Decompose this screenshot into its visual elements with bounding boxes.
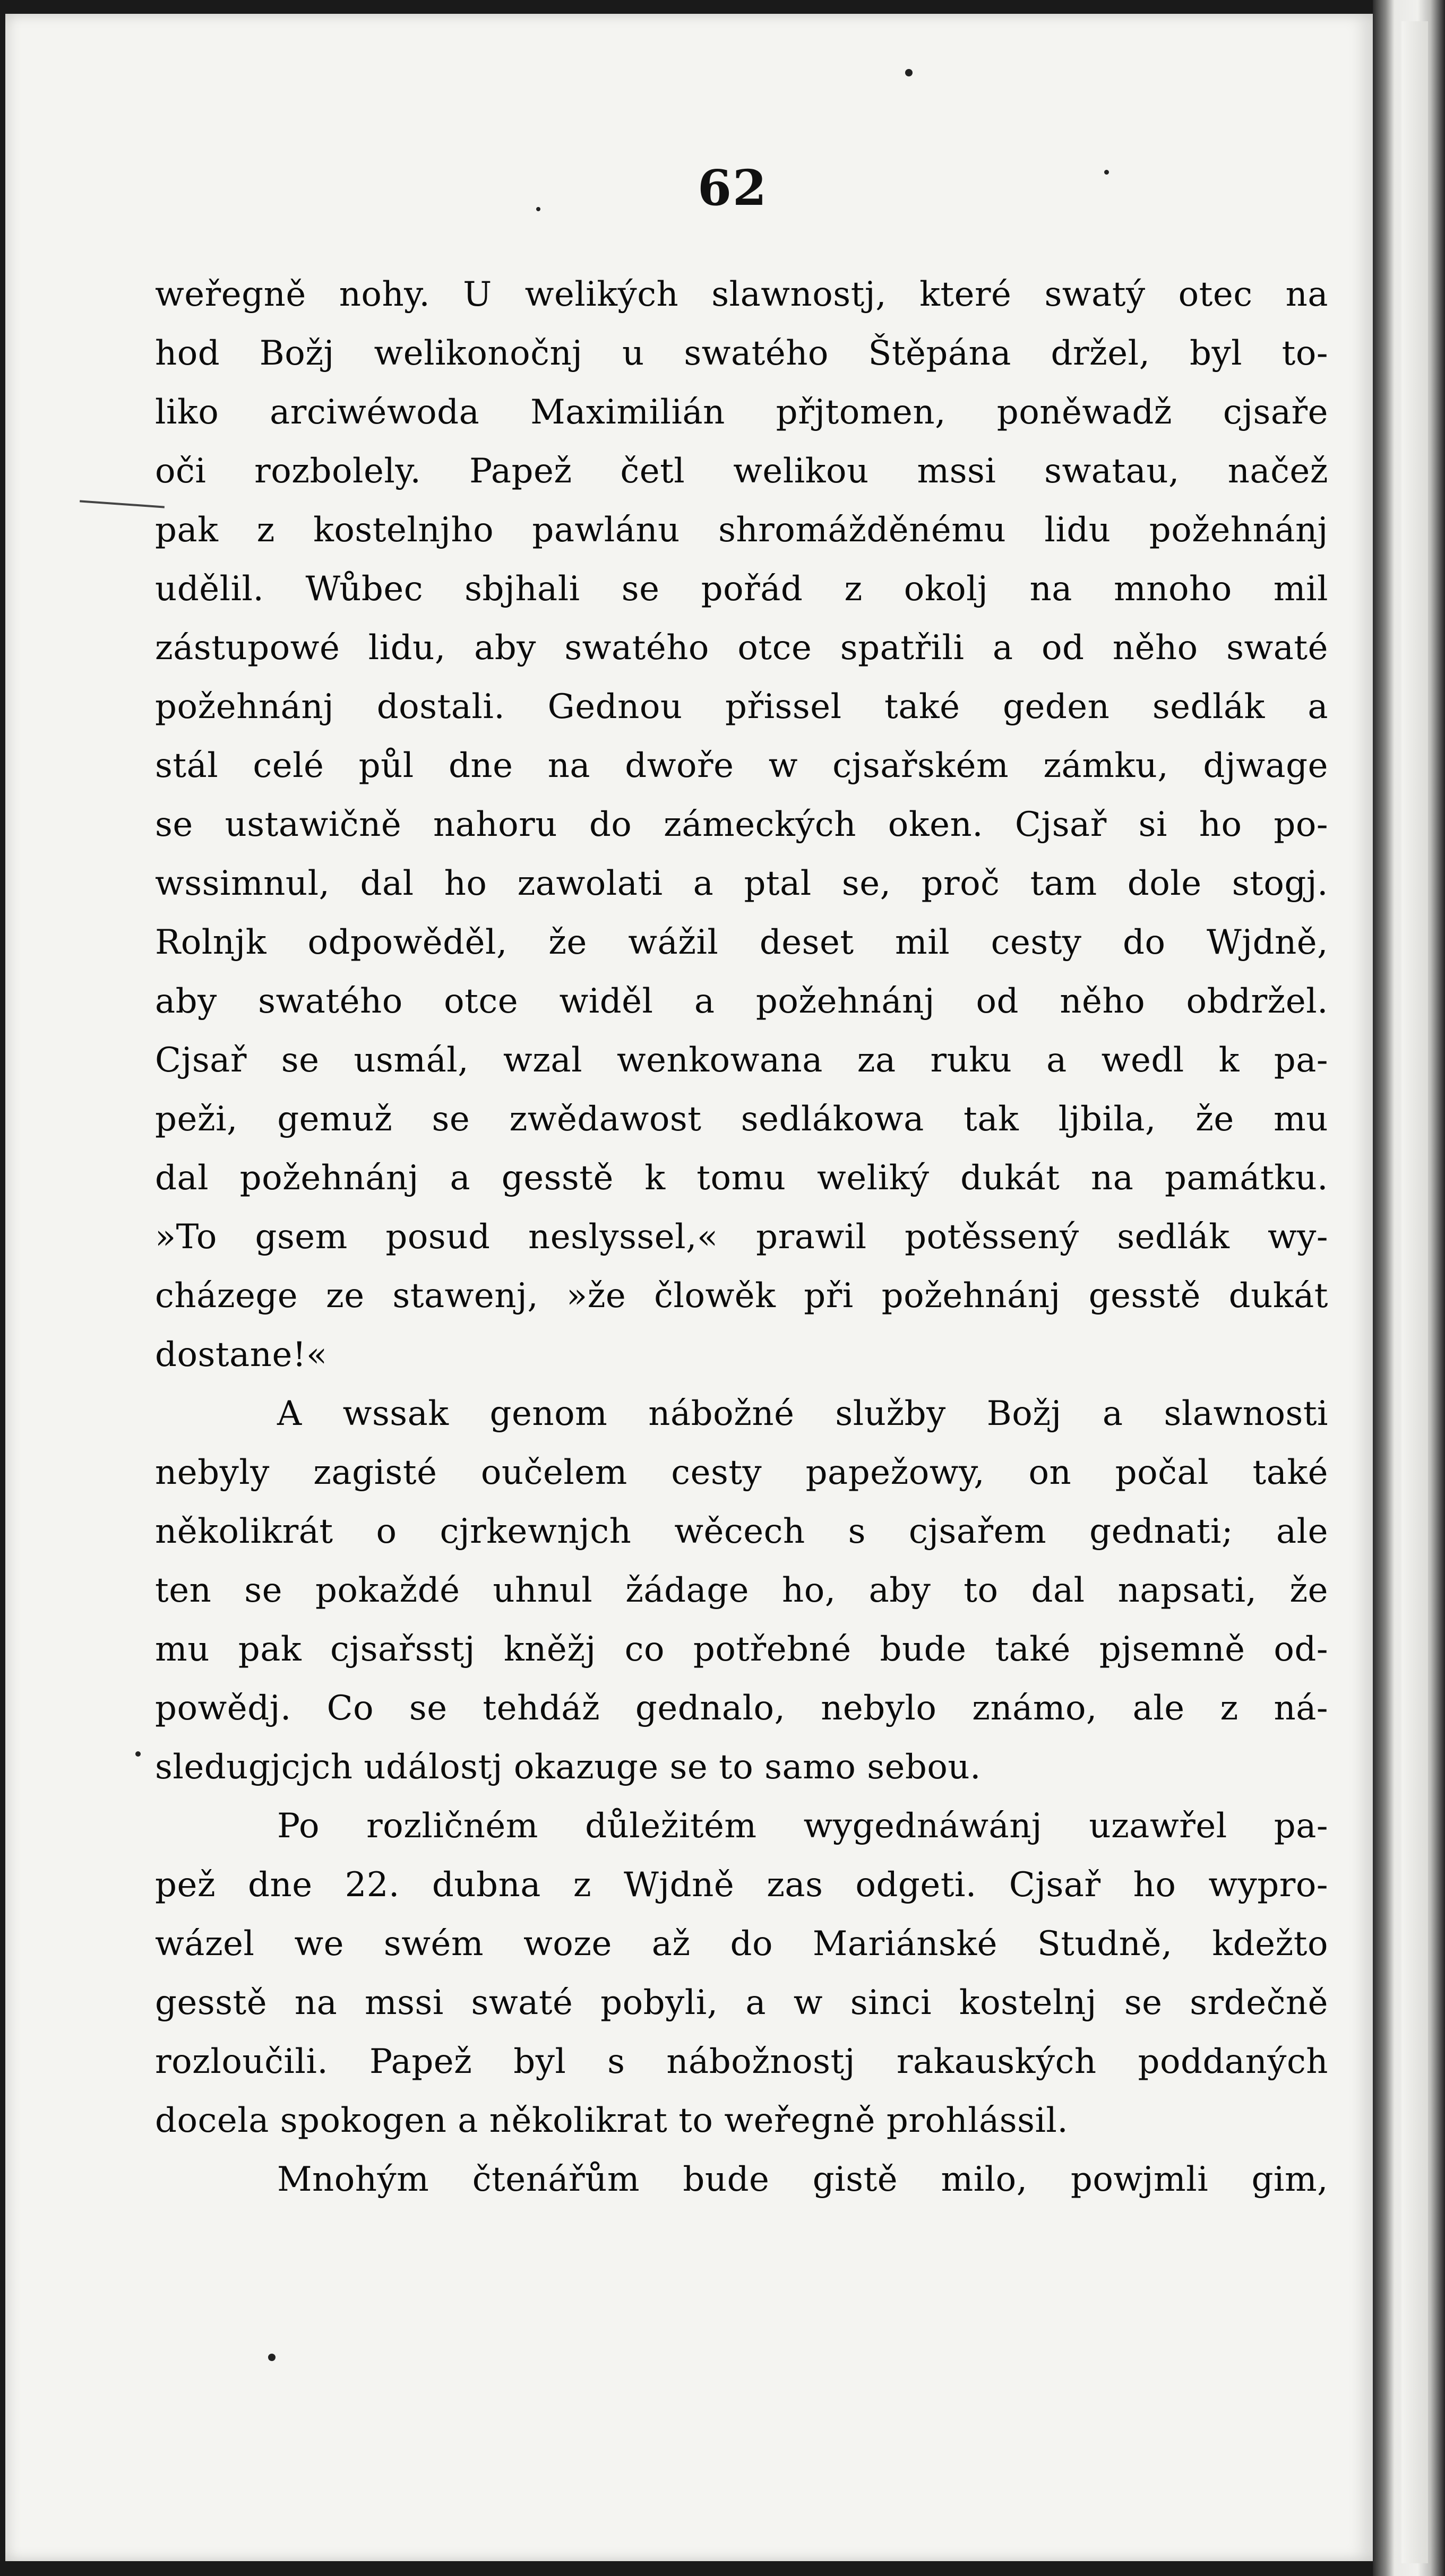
page-number: 62 <box>697 159 768 217</box>
text-line: weřegně nohy. U welikých slawnostj, které swatý otec na <box>155 275 1328 314</box>
text-line: mu pak cjsařsstj kněžj co potřebné bude také pjsemně od- <box>155 1630 1328 1669</box>
text-line: Rolnjk odpowěděl, že wážil deset mil cesty do Wjdně, <box>155 923 1328 962</box>
text-line: wázel we swém woze až do Mariánské Studně, kdežto <box>155 1924 1328 1964</box>
text-line: Mnohým čtenářům bude gistě milo, powjmli gim, <box>277 2160 1328 2199</box>
text-line: pak z kostelnjho pawlánu shromážděnému lidu požehnánj <box>155 511 1328 550</box>
text-line: docela spokogen a několikrat to weřegně prohlássil. <box>155 2101 1069 2140</box>
text-line: peži, gemuž se zwědawost sedlákowa tak ljbila, že mu <box>155 1100 1328 1139</box>
text-line: powědj. Co se tehdáž gednalo, nebylo známo, ale z ná- <box>155 1689 1328 1728</box>
dust-speck <box>135 1751 141 1757</box>
dust-speck <box>905 69 913 76</box>
facing-page-edge <box>1401 21 1428 2563</box>
text-line: několikrát o cjrkewnjch wěcech s cjsařem gednati; ale <box>155 1512 1328 1551</box>
text-line: A wssak genom nábožné služby Božj a slawnosti <box>277 1394 1328 1433</box>
text-line: sledugjcjch událostj okazuge se to samo sebou. <box>155 1748 981 1787</box>
text-line: liko arciwéwoda Maximilián přjtomen, poněwadž cjsaře <box>155 393 1328 432</box>
text-line: se ustawičně nahoru do zámeckých oken. Cjsař si ho po- <box>155 805 1328 844</box>
text-line: oči rozbolely. Papež četl welikou mssi swatau, načež <box>155 452 1328 491</box>
text-line: aby swatého otce widěl a požehnánj od něho obdržel. <box>155 982 1328 1021</box>
dust-speck <box>1104 170 1109 175</box>
text-line: zástupowé lidu, aby swatého otce spatřili a od něho swaté <box>155 628 1328 668</box>
dust-speck <box>536 207 540 211</box>
text-line: ten se pokaždé uhnul žádage ho, aby to dal napsati, že <box>155 1571 1328 1610</box>
text-line: udělil. Wůbec sbjhali se pořád z okolj na mnoho mil <box>155 569 1328 609</box>
text-line: gesstě na mssi swaté pobyli, a w sinci kostelnj se srdečně <box>155 1983 1328 2022</box>
text-line: pež dne 22. dubna z Wjdně zas odgeti. Cjsař ho wypro- <box>155 1865 1328 1905</box>
dust-speck <box>268 2354 276 2361</box>
text-line: požehnánj dostali. Gednou přissel také geden sedlák a <box>155 687 1328 727</box>
page-body-text <box>155 265 1328 2209</box>
text-line: hod Božj welikonočnj u swatého Štěpána držel, byl to- <box>155 334 1328 373</box>
text-line: nebyly zagisté oučelem cesty papežowy, on počal také <box>155 1453 1328 1492</box>
text-line: cházege ze stawenj, »že člowěk při požehnánj gesstě dukát <box>155 1276 1328 1316</box>
text-line: dal požehnánj a gesstě k tomu weliký dukát na památku. <box>155 1159 1328 1198</box>
text-line: rozloučili. Papež byl s nábožnostj rakauských poddaných <box>155 2042 1328 2081</box>
text-line: stál celé půl dne na dwoře w cjsařském zámku, djwage <box>155 746 1328 785</box>
text-line: dostane!« <box>155 1335 328 1375</box>
text-line: Po rozličném důležitém wygednáwánj uzawřel pa- <box>277 1806 1328 1846</box>
text-line: Cjsař se usmál, wzal wenkowana za ruku a wedl k pa- <box>155 1041 1328 1080</box>
text-line: »To gsem posud neslyssel,« prawil potěssený sedlák wy- <box>155 1217 1328 1257</box>
text-line: wssimnul, dal ho zawolati a ptal se, proč tam dole stogj. <box>155 864 1328 903</box>
